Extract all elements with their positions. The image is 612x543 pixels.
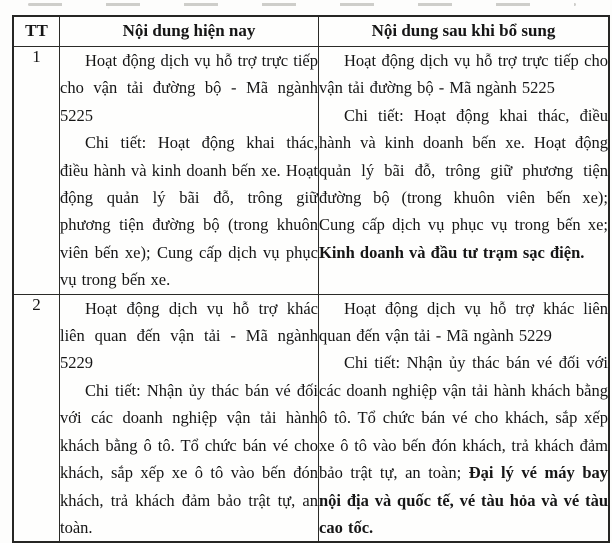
activity-title-paragraph <box>60 47 318 129</box>
cell-current-content <box>60 294 319 542</box>
activity-title-text: Hoạt động dịch vụ hỗ trợ khác liên quan đến vận tải - Mã ngành 5229 <box>60 298 318 373</box>
cell-amended-content <box>319 47 610 295</box>
scan-artifact-smudge <box>28 3 576 6</box>
detail-paragraph <box>319 349 608 541</box>
detail-text: Chi tiết: Nhận ủy thác bán vé đối với các doanh nghiệp vận tải hành khách bằng ô tô. Tổ chức bán vé cho khách, sắp xếp xe ô tô vào bến đón khách, trả khách đảm bảo trật tự, an toàn; <box>319 353 608 483</box>
detail-paragraph <box>60 129 318 293</box>
activity-title-text: Hoạt động dịch vụ hỗ trợ trực tiếp cho vận tải đường bộ - Mã ngành 5225 <box>60 51 318 125</box>
activity-title-paragraph <box>319 47 608 102</box>
cell-current-content <box>60 47 319 295</box>
detail-bold-addition: Đại lý vé máy bay nội địa và quốc tế, vé tàu hỏa và vé tàu cao tốc. <box>319 463 608 537</box>
detail-bold-addition: Kinh doanh và đầu tư trạm sạc điện. <box>319 242 585 262</box>
header-cell-current-content: Nội dung hiện nay <box>60 16 319 47</box>
row-number: 2 <box>13 294 60 542</box>
detail-paragraph <box>319 102 608 266</box>
detail-text: Chi tiết: Hoạt động khai thác, điều hành và kinh doanh bến xe. Hoạt động quản lý bãi đỗ, trông giữ phương tiện đường bộ (trong khuôn viên bến xe); Cung cấp dịch vụ phục vụ trong bến xe; <box>319 105 608 235</box>
detail-text: Chi tiết: Hoạt động khai thác, điều hành và kinh doanh bến xe. Hoạt động quản lý bãi đỗ, trông giữ phương tiện đường bộ (trong khuôn viên bến xe); Cung cấp dịch vụ phục vụ trong bến xe. <box>60 133 318 290</box>
table-header-row <box>13 16 609 47</box>
header-cell-amended-content: Nội dung sau khi bổ sung <box>319 16 610 47</box>
table-row <box>13 47 609 295</box>
amendment-comparison-table <box>12 15 610 543</box>
row-number: 1 <box>13 47 60 295</box>
activity-title-text: Hoạt động dịch vụ hỗ trợ trực tiếp cho vận tải đường bộ - Mã ngành 5225 <box>319 51 608 98</box>
activity-title-paragraph <box>60 295 318 377</box>
activity-title-text: Hoạt động dịch vụ hỗ trợ khác liên quan đến vận tải - Mã ngành 5229 <box>319 298 608 346</box>
detail-paragraph <box>60 377 318 541</box>
header-cell-tt: TT <box>13 16 60 47</box>
detail-text: Chi tiết: Nhận ủy thác bán vé đối với các doanh nghiệp vận tải hành khách bằng ô tô. Tổ chức bán vé cho khách, sắp xếp xe ô tô vào bến đón khách, trả khách đảm bảo trật tự, an toàn. <box>60 380 318 537</box>
cell-amended-content <box>319 294 610 542</box>
table-row <box>13 294 609 542</box>
activity-title-paragraph <box>319 295 608 350</box>
